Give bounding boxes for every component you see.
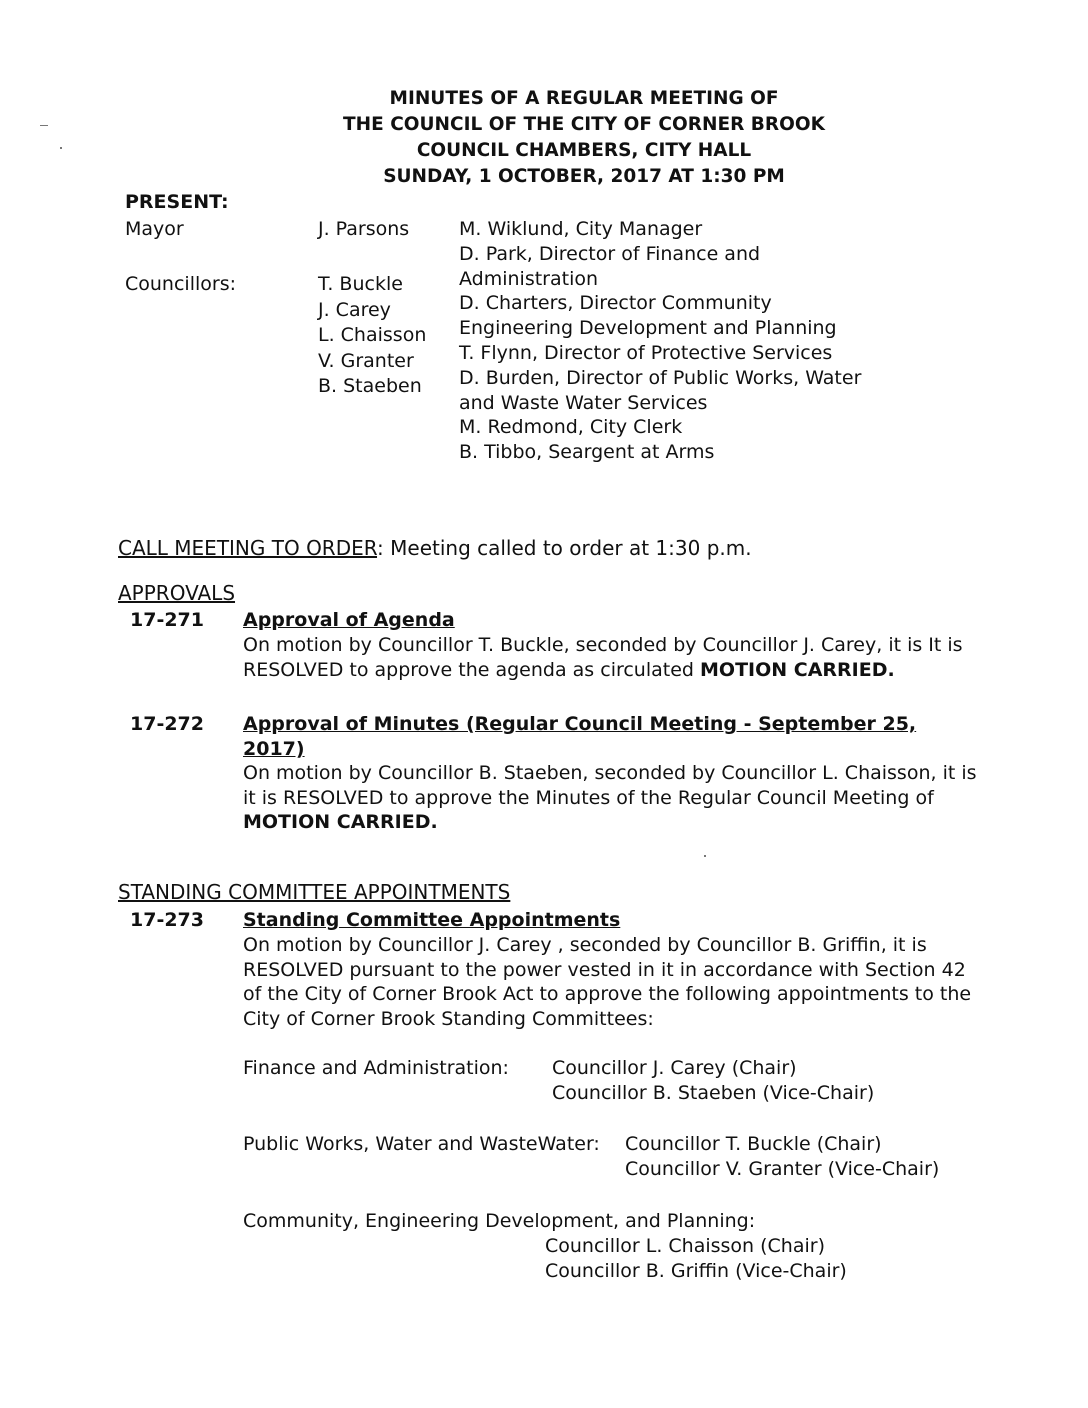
item-text-line: of the City of Corner Brook Act to approve the following appointments to the	[243, 983, 972, 1005]
call-to-order-text: : Meeting called to order at 1:30 p.m.	[377, 536, 752, 560]
item-text-line: RESOLVED pursuant to the power vested in it in accordance with Section 42	[243, 958, 966, 981]
item-text-line: On motion by Councillor J. Carey , seconded by Councillor B. Griffin, it is	[243, 934, 927, 956]
item-text-line: On motion by Councillor B. Staeben, seconded by Councillor L. Chaisson, it is	[243, 762, 977, 784]
item-number: 17-273	[130, 909, 204, 931]
committee-label: Finance and Administration:	[243, 1057, 509, 1079]
staff-line: D. Burden, Director of Public Works, Water	[459, 366, 862, 389]
staff-line: Administration	[459, 267, 599, 290]
item-title: Approval of Minutes (Regular Council Meeting - September 25,	[243, 713, 917, 735]
mayor-name: J. Parsons	[318, 218, 410, 240]
staff-line: M. Redmond, City Clerk	[459, 416, 683, 439]
title-line: MINUTES OF A REGULAR MEETING OF	[389, 88, 779, 109]
item-title: Approval of Agenda	[243, 609, 455, 631]
councillor-name: J. Carey	[318, 298, 391, 321]
item-text: RESOLVED to approve the agenda as circulated	[243, 659, 701, 681]
item-text-line	[243, 658, 895, 683]
mayor-label: Mayor	[125, 218, 184, 240]
scan-speck	[704, 855, 706, 857]
councillors-list	[318, 272, 426, 400]
staff-line: Engineering Development and Planning	[459, 317, 837, 340]
committee-label: Public Works, Water and WasteWater:	[243, 1133, 600, 1155]
call-to-order	[118, 536, 752, 561]
motion-result: MOTION CARRIED.	[700, 659, 895, 681]
item-title: Standing Committee Appointments	[243, 909, 621, 931]
staff-line: B. Tibbo, Seargent at Arms	[459, 441, 715, 464]
item-title: 2017)	[243, 738, 305, 760]
approvals-heading: APPROVALS	[118, 581, 236, 605]
title-line: COUNCIL CHAMBERS, CITY HALL	[416, 140, 752, 161]
motion-result: MOTION CARRIED.	[243, 811, 438, 833]
document-title	[0, 86, 1088, 190]
item-number: 17-271	[130, 609, 204, 631]
committee-vice-chair: Councillor B. Griffin (Vice-Chair)	[545, 1260, 847, 1282]
present-heading: PRESENT:	[125, 191, 229, 213]
title-line: THE COUNCIL OF THE CITY OF CORNER BROOK	[343, 114, 825, 135]
staff-line: and Waste Water Services	[459, 391, 708, 414]
councillors-label: Councillors:	[125, 273, 236, 295]
call-to-order-heading: CALL MEETING TO ORDER	[118, 536, 378, 560]
councillor-name: T. Buckle	[318, 273, 403, 295]
committee-chair: Councillor J. Carey (Chair)	[552, 1057, 797, 1079]
staff-list	[459, 217, 861, 465]
staff-line: D. Park, Director of Finance and	[459, 242, 761, 265]
councillor-name: L. Chaisson	[318, 324, 427, 346]
councillor-name: V. Granter	[318, 349, 414, 372]
title-line: SUNDAY, 1 OCTOBER, 2017 AT 1:30 PM	[383, 166, 785, 187]
standing-heading: STANDING COMMITTEE APPOINTMENTS	[118, 880, 511, 904]
item-number: 17-272	[130, 713, 204, 735]
councillor-name: B. Staeben	[318, 375, 422, 397]
item-text-line: City of Corner Brook Standing Committees:	[243, 1007, 654, 1030]
motion-paragraph	[243, 933, 971, 1031]
item-text-line: it is RESOLVED to approve the Minutes of the Regular Council Meeting of	[243, 787, 934, 809]
committee-chair: Councillor T. Buckle (Chair)	[625, 1133, 882, 1155]
committee-chair: Councillor L. Chaisson (Chair)	[545, 1235, 825, 1257]
staff-line: T. Flynn, Director of Protective Services	[459, 341, 833, 364]
staff-line: M. Wiklund, City Manager	[459, 218, 703, 240]
committee-label: Community, Engineering Development, and Planning:	[243, 1210, 756, 1232]
item-text-line: On motion by Councillor T. Buckle, seconded by Councillor J. Carey, it is It is	[243, 634, 963, 656]
staff-line: D. Charters, Director Community	[459, 292, 772, 315]
committee-vice-chair: Councillor B. Staeben (Vice-Chair)	[552, 1082, 875, 1104]
committee-vice-chair: Councillor V. Granter (Vice-Chair)	[625, 1158, 940, 1180]
